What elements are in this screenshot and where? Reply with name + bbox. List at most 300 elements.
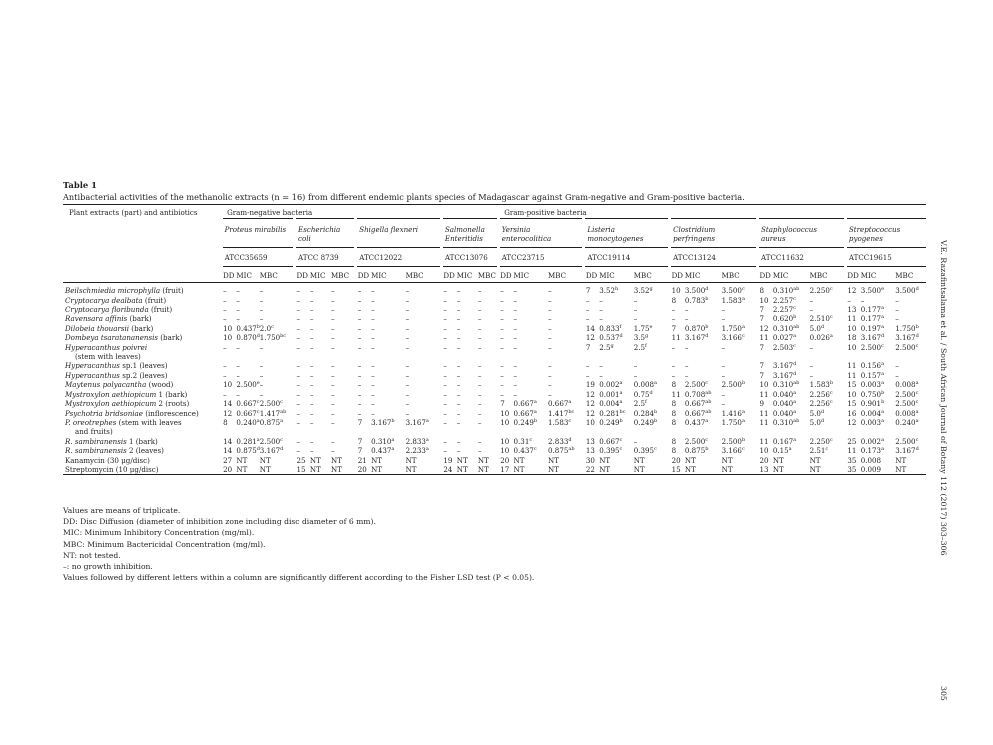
- table-cell: –: [236, 314, 240, 324]
- table-cell: 0.167$^a$: [772, 436, 797, 446]
- table-cell: [845, 352, 858, 361]
- plant-species: Psychotria bridsoniae: [65, 408, 143, 418]
- significance-letter: a: [425, 446, 429, 453]
- table-cell: 15: [670, 465, 683, 475]
- table-cell: 2.233$^a$: [405, 446, 429, 456]
- table-cell: –: [236, 370, 240, 380]
- table-cell: –: [809, 342, 814, 352]
- strain-id: ATCC35659: [221, 248, 294, 266]
- row-label: [63, 361, 221, 370]
- significance-letter: a: [881, 436, 885, 443]
- table-cell: [584, 352, 597, 361]
- table-cell: –: [500, 361, 504, 371]
- table-cell: 7: [585, 342, 591, 352]
- table-cell: –: [633, 305, 638, 315]
- table-cell: –: [371, 286, 375, 296]
- row-label: [63, 390, 221, 399]
- table-cell: 0.040$^a$: [772, 408, 797, 418]
- table-cell: –: [357, 408, 362, 418]
- table-cell: –: [259, 370, 264, 380]
- table-cell: –: [357, 314, 362, 324]
- table-cell: 0.249$^b$: [599, 417, 623, 427]
- table-cell: 0.001$^a$: [599, 389, 623, 399]
- table-cell: 25: [296, 455, 306, 465]
- table-cell: 3.52$^g$: [633, 286, 653, 296]
- significance-letter: bc: [619, 408, 626, 415]
- table-cell: 0.750$^b$: [860, 389, 885, 399]
- table-cell: –: [405, 286, 410, 296]
- table-cell: 12: [585, 399, 595, 409]
- table-cell: 10: [847, 389, 857, 399]
- table-cell: –: [456, 342, 461, 352]
- table-cell: 10: [585, 417, 595, 427]
- table-cell: –: [443, 399, 447, 409]
- table-cell: 3.166$^c$: [721, 446, 745, 456]
- table-cell: 24: [441, 465, 454, 475]
- significance-letter: h: [615, 286, 619, 293]
- table-cell: 1.750$^b$: [895, 323, 919, 333]
- significance-letter: a: [619, 380, 623, 387]
- table-cell: 2.500$^c$: [895, 342, 919, 352]
- table-cell: –: [633, 361, 638, 371]
- plant-species: Cryptocarya dealbata: [65, 295, 143, 305]
- table-cell: 8: [671, 408, 677, 418]
- table-cell: 8: [759, 286, 764, 296]
- table-cell: 1.583$^c$: [548, 417, 572, 427]
- measure-header: MBC: [546, 266, 584, 282]
- table-cell: –: [599, 314, 603, 324]
- plant-species: R. sambiranensis: [65, 436, 127, 446]
- significance-letter: a: [280, 417, 284, 424]
- table-cell: 0.437$^c$: [513, 446, 537, 456]
- table-note: Values followed by different letters within a column are significantly different according to the Fisher LSD test (P < 0.05).: [63, 573, 535, 583]
- table-cell: –: [895, 370, 899, 380]
- table-cell: NT: [329, 465, 356, 475]
- significance-letter: ab: [793, 286, 800, 293]
- table-cell: NT: [404, 465, 442, 475]
- table-cell: 19: [443, 455, 453, 465]
- species-name: Yersinia enterocolitica: [498, 219, 584, 248]
- significance-letter: b: [705, 446, 709, 453]
- significance-letter: b: [881, 389, 885, 396]
- species-name: Listeria monocytogenes: [584, 219, 670, 248]
- table-cell: [771, 352, 808, 361]
- table-cell: NT: [309, 455, 321, 465]
- table-cell: 0.002$^a$: [599, 380, 623, 390]
- table-cell: –: [309, 361, 314, 371]
- significance-letter: a: [619, 389, 623, 396]
- table-cell: –: [548, 295, 552, 305]
- table-row: [63, 427, 926, 436]
- table-cell: –: [371, 399, 375, 409]
- table-cell: NT: [476, 465, 498, 475]
- table-cell: –: [721, 342, 726, 352]
- species-name: Salmonella Enteritidis: [441, 219, 498, 248]
- significance-letter: f: [619, 323, 622, 330]
- header-row-measures: [63, 266, 926, 282]
- table-cell: 2.500$^c$: [259, 399, 283, 409]
- table-cell: –: [477, 333, 482, 343]
- table-cell: 0.310$^{ab}$: [772, 323, 800, 333]
- table-cell: –: [548, 342, 552, 352]
- table-cell: –: [513, 295, 518, 305]
- table-cell: –: [477, 389, 482, 399]
- table-cell: 10: [759, 295, 769, 305]
- table-cell: –: [633, 436, 638, 446]
- table-row: [63, 399, 926, 408]
- table-cell: –: [500, 333, 504, 343]
- measure-header: DD: [498, 266, 511, 282]
- table-cell: –: [331, 389, 335, 399]
- table-cell: –: [331, 399, 335, 409]
- table-cell: [670, 352, 683, 361]
- row-label: [63, 409, 221, 418]
- table-cell: –: [477, 399, 482, 409]
- table-cell: 5.0$^d$: [809, 417, 825, 427]
- significance-letter: c: [568, 417, 572, 424]
- table-cell: [893, 427, 926, 436]
- table-cell: 13: [757, 465, 770, 475]
- table-cell: 0.281$^a$: [236, 436, 260, 446]
- table-cell: –: [357, 305, 362, 315]
- table-cell: [720, 427, 758, 436]
- table-cell: 2.5$^g$: [599, 342, 614, 352]
- species-name: Proteus mirabilis: [221, 219, 294, 248]
- table-cell: 0.240$^a$: [236, 417, 260, 427]
- table-cell: NT: [456, 455, 468, 465]
- table-cell: 2.500$^c$: [684, 380, 709, 390]
- table-cell: 10: [847, 342, 857, 352]
- table-cell: –: [585, 305, 590, 315]
- table-cell: 7: [357, 436, 363, 446]
- table-row: [63, 465, 926, 475]
- table-cell: –: [500, 305, 504, 315]
- table-cell: –: [309, 286, 314, 296]
- significance-letter: b: [619, 417, 623, 424]
- table-cell: [221, 427, 234, 436]
- table-cell: –: [456, 370, 461, 380]
- significance-letter: c: [271, 323, 274, 330]
- table-cell: 1.583$^b$: [809, 380, 834, 390]
- table-cell: [369, 352, 404, 361]
- measure-header: MIC: [234, 266, 257, 282]
- table-cell: –: [721, 389, 726, 399]
- plant-part: (bark): [129, 323, 154, 333]
- significance-letter: d: [649, 389, 653, 396]
- table-cell: –: [513, 323, 518, 333]
- spacer-cell: [63, 266, 221, 282]
- table-cell: –: [259, 342, 264, 352]
- table-cell: –: [456, 417, 461, 427]
- table-cell: [369, 427, 404, 436]
- table-cell: –: [456, 436, 461, 446]
- table-cell: 0.667$^{ab}$: [684, 399, 712, 409]
- table-note: NT: not tested.: [63, 550, 121, 560]
- significance-letter: a: [391, 446, 395, 453]
- table-cell: 2.500$^c$: [895, 399, 919, 409]
- table-cell: 3.5$^g$: [633, 333, 649, 343]
- table-cell: –: [443, 389, 447, 399]
- strain-id: ATCC13124: [670, 248, 758, 266]
- row-label: [63, 427, 221, 436]
- table-cell: 9: [759, 399, 764, 409]
- species-name: Escherichia coli: [295, 219, 356, 248]
- table-cell: –: [371, 323, 375, 333]
- table-cell: 0.197$^a$: [860, 323, 885, 333]
- significance-letter: c: [256, 399, 260, 406]
- significance-letter: c: [705, 380, 709, 387]
- plant-part: (inflorescence): [142, 408, 199, 418]
- significance-letter: c: [915, 389, 919, 396]
- table-cell: NT: [455, 465, 476, 475]
- table-cell: –: [405, 295, 410, 305]
- table-row: [63, 343, 926, 352]
- table-cell: 2.257$^c$: [772, 295, 796, 305]
- measure-header: MIC: [308, 266, 329, 282]
- significance-letter: a: [425, 436, 429, 443]
- table-cell: 7: [759, 342, 764, 352]
- table-cell: [221, 352, 234, 361]
- table-cell: [498, 427, 511, 436]
- table-cell: 7: [671, 323, 677, 333]
- table-cell: –: [456, 333, 461, 343]
- table-cell: –: [671, 314, 676, 324]
- table-cell: –: [513, 370, 518, 380]
- significance-letter: bc: [280, 333, 287, 340]
- table-cell: 2.256$^c$: [809, 389, 833, 399]
- significance-letter: c: [280, 399, 283, 406]
- row-label-text: and fruits): [75, 427, 113, 437]
- plant-species: Hyperacanthus: [65, 361, 120, 371]
- table-cell: 14: [223, 399, 233, 409]
- significance-letter: ab: [705, 389, 712, 396]
- row-label: [63, 314, 221, 323]
- table-cell: 0.240$^a$: [895, 417, 919, 427]
- table-cell: –: [296, 333, 301, 343]
- table-cell: 3.167$^d$: [895, 333, 919, 343]
- table-cell: 12: [759, 323, 769, 333]
- table-cell: –: [860, 295, 865, 305]
- measure-header: MBC: [258, 266, 295, 282]
- significance-letter: c: [280, 436, 283, 443]
- table-cell: –: [309, 399, 314, 409]
- table-cell: 0.249$^b$: [633, 417, 658, 427]
- table-cell: 0.026$^a$: [809, 333, 833, 343]
- table-cell: NT: [331, 455, 342, 465]
- significance-letter: a: [741, 417, 745, 424]
- significance-letter: c: [829, 314, 833, 321]
- table-row: [63, 361, 926, 370]
- table-cell: 13: [585, 436, 595, 446]
- table-cell: –: [513, 286, 518, 296]
- row-label: [63, 296, 221, 305]
- table-cell: –: [684, 305, 689, 315]
- significance-letter: a: [829, 333, 833, 340]
- strain-id: ATCC12022: [356, 248, 442, 266]
- table-cell: 0.177$^a$: [860, 305, 885, 315]
- table-cell: 3.167$^d$: [772, 361, 797, 371]
- row-label: [63, 437, 221, 446]
- table-cell: 2.5$^f$: [633, 399, 647, 409]
- table-cell: 10: [223, 333, 233, 343]
- table-cell: –: [721, 399, 726, 409]
- plant-species: Hyperacanthus poivrei: [65, 342, 148, 352]
- table-cell: –: [223, 389, 227, 399]
- table-wrapper: [63, 204, 926, 475]
- table-cell: [757, 427, 770, 436]
- significance-letter: c: [829, 286, 833, 293]
- significance-letter: a: [881, 323, 885, 330]
- significance-letter: a: [881, 305, 885, 312]
- table-cell: –: [357, 389, 362, 399]
- measure-header: MIC: [771, 266, 808, 282]
- table-cell: 20: [500, 455, 510, 465]
- table-cell: 0.173$^a$: [860, 446, 885, 456]
- table-cell: 2.500$^c$: [860, 342, 884, 352]
- significance-letter: a: [741, 323, 745, 330]
- significance-letter: a: [793, 389, 797, 396]
- plant-species: Cryptocarya floribunda: [65, 305, 149, 315]
- measure-header: MBC: [893, 266, 926, 282]
- table-cell: [720, 352, 758, 361]
- table-cell: 0.157$^a$: [860, 370, 885, 380]
- table-cell: 2.503$^c$: [772, 342, 796, 352]
- row-label: [63, 465, 221, 475]
- significance-letter: d: [256, 333, 260, 340]
- significance-letter: e: [649, 323, 653, 330]
- table-cell: 2.500$^c$: [684, 436, 709, 446]
- table-cell: 2.510$^c$: [809, 314, 833, 324]
- table-cell: –: [500, 342, 504, 352]
- table-cell: –: [477, 305, 482, 315]
- significance-letter: a: [881, 361, 885, 368]
- table-cell: –: [296, 417, 301, 427]
- significance-letter: c: [619, 446, 623, 453]
- plant-part: (bark): [127, 314, 152, 324]
- table-cell: 0.008$^a$: [895, 408, 919, 418]
- table-cell: –: [371, 389, 375, 399]
- table-cell: [546, 427, 584, 436]
- significance-letter: g: [649, 286, 653, 293]
- significance-letter: a: [881, 380, 885, 387]
- table-cell: 0.040$^a$: [772, 399, 797, 409]
- table-cell: 2.500$^c$: [895, 436, 919, 446]
- page-number-box: [938, 686, 950, 706]
- table-cell: NT: [513, 455, 525, 465]
- table-cell: 0.875$^a$: [259, 417, 284, 427]
- table-cell: –: [599, 295, 603, 305]
- table-cell: –: [405, 333, 410, 343]
- running-head: [938, 240, 950, 556]
- table-cell: NT: [895, 455, 907, 465]
- significance-letter: a: [793, 399, 797, 406]
- significance-letter: d: [820, 323, 825, 330]
- measure-header: DD: [845, 266, 858, 282]
- table-cell: [329, 352, 356, 361]
- table-cell: –: [456, 286, 461, 296]
- table-cell: 1.75e: [633, 323, 653, 333]
- table-cell: NT: [772, 455, 784, 465]
- table-cell: –: [513, 305, 518, 315]
- table-cell: –: [443, 295, 447, 305]
- table-cell: 3.167$^d$: [860, 333, 885, 343]
- significance-letter: a: [788, 446, 792, 453]
- significance-letter: a: [881, 446, 885, 453]
- table-cell: [455, 352, 476, 361]
- table-cell: –: [309, 389, 314, 399]
- significance-letter: b: [654, 408, 658, 415]
- table-cell: –: [309, 333, 314, 343]
- table-cell: –: [599, 305, 603, 315]
- table-cell: NT: [234, 465, 257, 475]
- significance-letter: ab: [793, 417, 800, 424]
- plant-part: 2 (leaves): [126, 446, 164, 456]
- table-cell: [356, 427, 369, 436]
- row-label: [63, 446, 221, 455]
- table-cell: 0.437$^a$: [684, 417, 709, 427]
- table-cell: 0.875$^{ab}$: [548, 446, 575, 456]
- table-cell: –: [357, 361, 362, 371]
- table-cell: –: [721, 305, 726, 315]
- table-cell: –: [309, 446, 314, 456]
- table-cell: –: [513, 389, 518, 399]
- table-cell: –: [456, 323, 461, 333]
- table-cell: NT: [405, 455, 417, 465]
- measure-header: MIC: [597, 266, 632, 282]
- table-note: –: no growth inhibition.: [63, 562, 153, 572]
- table-cell: 0.310$^{ab}$: [772, 380, 800, 390]
- table-row: [63, 446, 926, 455]
- table-cell: –: [296, 446, 301, 456]
- table-cell: –: [477, 446, 482, 456]
- table-cell: –: [599, 370, 603, 380]
- significance-letter: b: [533, 417, 538, 424]
- significance-letter: d: [915, 446, 919, 453]
- table-row: [63, 371, 926, 380]
- table-cell: 10: [847, 323, 857, 333]
- table-cell: 0.008: [860, 455, 882, 465]
- significance-letter: a: [881, 408, 885, 415]
- table-cell: 2.500$^b$: [721, 380, 746, 390]
- table-cell: [597, 352, 632, 361]
- table-cell: [683, 427, 720, 436]
- table-cell: –: [548, 323, 552, 333]
- table-cell: –: [477, 370, 482, 380]
- table-cell: –: [443, 323, 447, 333]
- significance-letter: c: [529, 436, 533, 443]
- table-cell: –: [895, 314, 899, 324]
- table-cell: –: [443, 314, 447, 324]
- table-cell: 15: [847, 399, 857, 409]
- significance-letter: g: [645, 333, 649, 340]
- table-cell: –: [223, 286, 227, 296]
- table-cell: [546, 352, 584, 361]
- measure-header: DD: [670, 266, 683, 282]
- table-cell: –: [405, 342, 410, 352]
- table-cell: –: [477, 417, 482, 427]
- table-cell: 1.750$^a$: [721, 323, 745, 333]
- table-cell: [476, 427, 498, 436]
- table-row: [63, 314, 926, 323]
- significance-letter: e: [881, 286, 885, 293]
- row-label: [63, 418, 221, 427]
- table-cell: [597, 427, 632, 436]
- table-cell: –: [405, 389, 410, 399]
- table-cell: –: [331, 380, 335, 390]
- significance-letter: b: [705, 295, 709, 302]
- table-cell: –: [371, 314, 375, 324]
- significance-letter: g: [610, 342, 614, 349]
